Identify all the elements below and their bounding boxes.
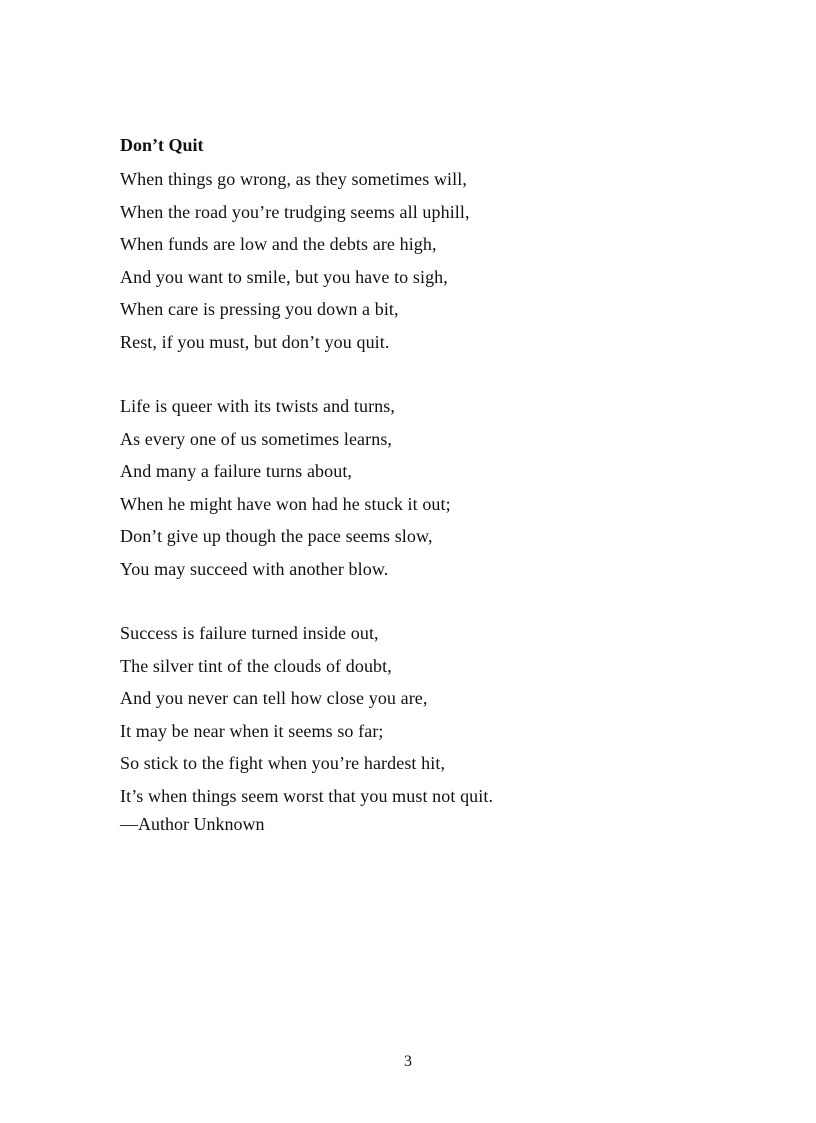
poem-line: You may succeed with another blow. (120, 558, 389, 579)
poem-line: When he might have won had he stuck it out; (120, 493, 451, 514)
poem-attribution: —Author Unknown (120, 814, 265, 834)
stanza-break (120, 358, 720, 390)
page-number: 3 (404, 1053, 412, 1070)
poem-line: It’s when things seem worst that you must not quit. (120, 785, 494, 806)
poem-line: The silver tint of the clouds of doubt, (120, 655, 392, 676)
poem-line: Don’t give up though the pace seems slow, (120, 526, 433, 546)
poem-line: Success is failure turned inside out, (120, 623, 379, 643)
stanza-break (120, 585, 720, 617)
poem-line: And many a failure turns about, (120, 461, 353, 481)
poem-line: When funds are low and the debts are high, (120, 234, 437, 254)
stanza-2 (120, 390, 720, 585)
poem-line: Rest, if you must, but don’t you quit. (120, 331, 390, 352)
poem-line: When the road you’re trudging seems all uphill, (120, 201, 470, 222)
poem-line: It may be near when it seems so far; (120, 720, 384, 741)
stanza-1 (120, 163, 720, 358)
poem (120, 131, 720, 840)
poem-line: As every one of us sometimes learns, (120, 428, 393, 449)
poem-line: So stick to the fight when you’re hardest hit, (120, 753, 446, 773)
stanza-3 (120, 617, 720, 812)
poem-line: And you want to smile, but you have to sigh, (120, 266, 448, 287)
poem-line: Life is queer with its twists and turns, (120, 396, 395, 416)
poem-line: When care is pressing you down a bit, (120, 299, 399, 319)
poem-line: When things go wrong, as they sometimes will, (120, 169, 467, 189)
poem-line: And you never can tell how close you are, (120, 688, 428, 708)
poem-title: Don’t Quit (120, 135, 204, 155)
